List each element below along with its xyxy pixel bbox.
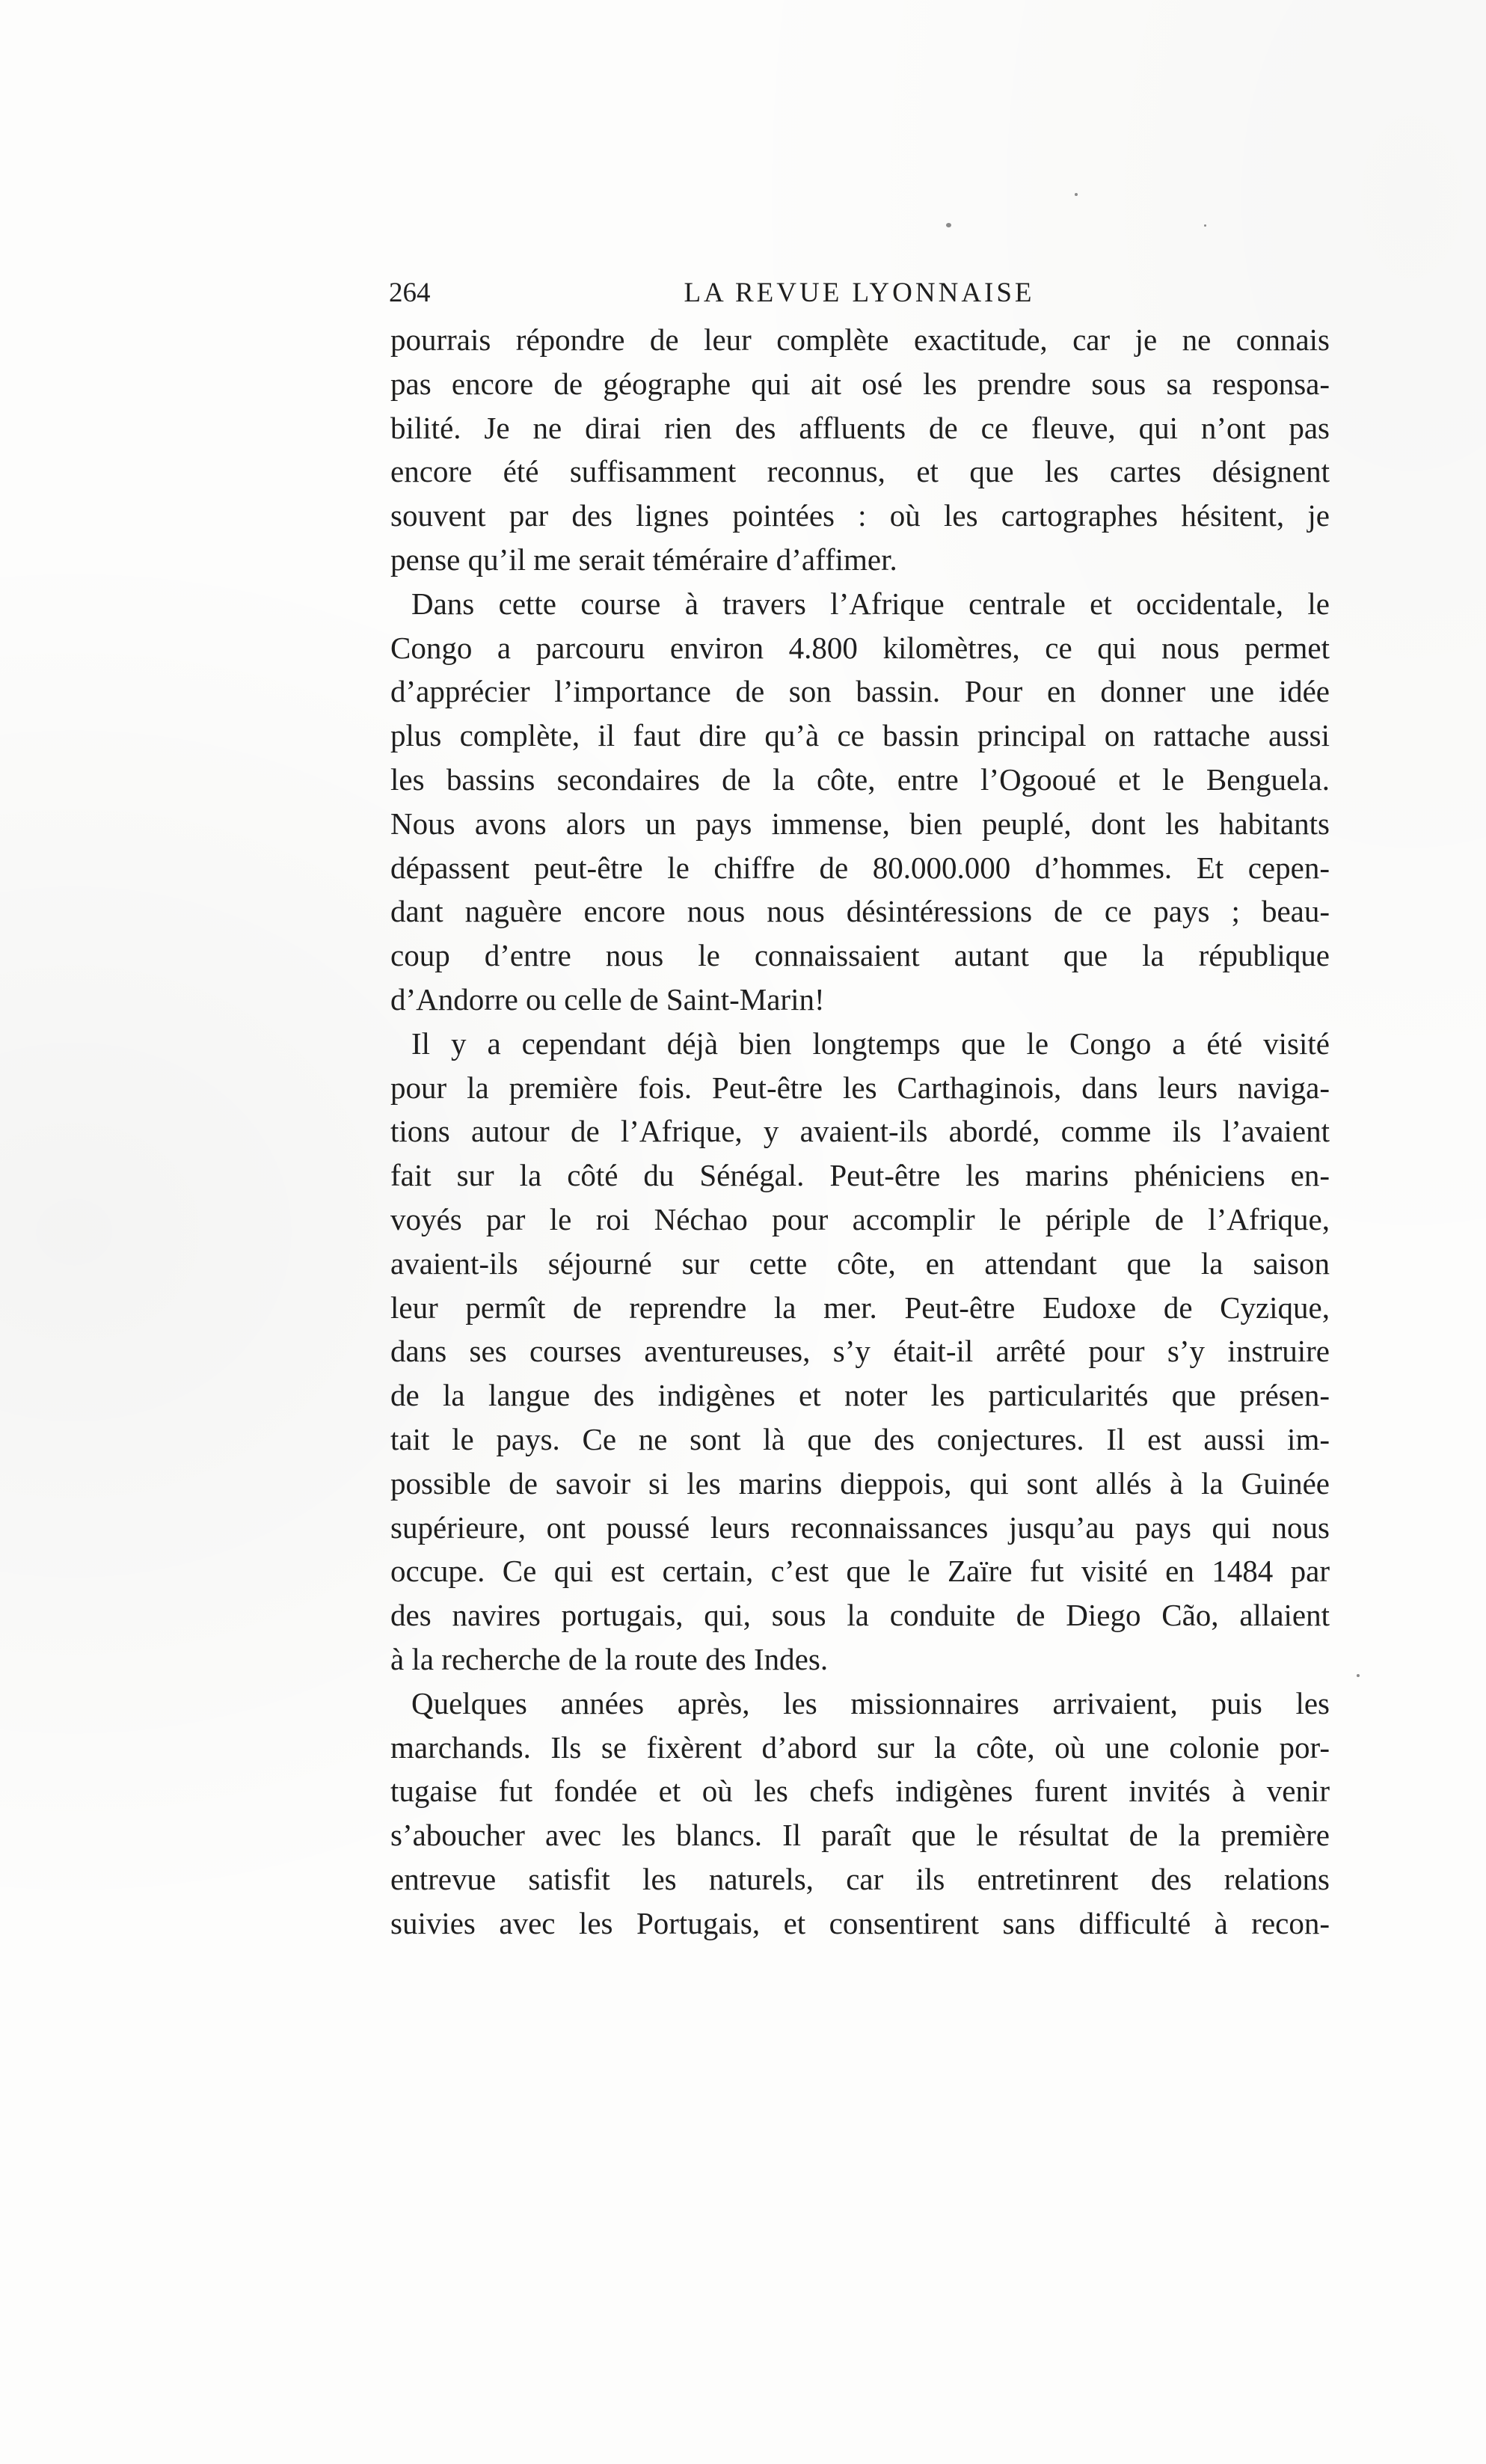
journal-title: LA REVUE LYONNAISE xyxy=(684,278,1035,308)
text-line: suivies avec les Portugais, et consentirent sans difficulté à recon- xyxy=(390,1905,1330,1940)
text-line: tait le pays. Ce ne sont là que des conjectures. Il est aussi im- xyxy=(390,1421,1330,1456)
text-line: pense qu’il me serait téméraire d’affimer. xyxy=(390,542,897,577)
text-line: avaient-ils séjourné sur cette côte, en attendant que la saison xyxy=(390,1245,1330,1281)
text-line: pourrais répondre de leur complète exactitude, car je ne connais xyxy=(390,322,1330,357)
text-line: plus complète, il faut dire qu’à ce bassin principal on rattache aussi xyxy=(390,718,1330,753)
text-line: supérieure, ont poussé leurs reconnaissances jusqu’au pays qui nous xyxy=(390,1510,1330,1545)
text-line: possible de savoir si les marins dieppois, qui sont allés à la Guinée xyxy=(390,1465,1330,1501)
text-line: pas encore de géographe qui ait osé les prendre sous sa responsa- xyxy=(390,366,1330,401)
text-line: Nous avons alors un pays immense, bien peuplé, dont les habitants xyxy=(390,806,1330,841)
running-head xyxy=(389,271,1330,316)
text-line: souvent par des lignes pointées : où les cartographes hésitent, je xyxy=(390,498,1330,533)
text-line: Dans cette course à travers l’Afrique centrale et occidentale, le xyxy=(411,586,1330,621)
ink-speck xyxy=(1204,224,1206,227)
text-line: fait sur la côté du Sénégal. Peut-être les marins phéniciens en- xyxy=(390,1158,1330,1193)
text-line: tugaise fut fondée et où les chefs indigènes furent invités à venir xyxy=(390,1774,1330,1809)
text-line: tions autour de l’Afrique, y avaient-ils abordé, comme ils l’avaient xyxy=(390,1114,1330,1149)
text-line: les bassins secondaires de la côte, entre l’Ogooué et le Benguela. xyxy=(390,761,1330,797)
paragraph-2 xyxy=(390,582,1330,1022)
text-line: encore été suffisamment reconnus, et que les cartes désignent xyxy=(390,454,1330,489)
text-line: Il y a cependant déjà bien longtemps que le Congo a été visité xyxy=(411,1026,1330,1061)
text-line: d’apprécier l’importance de son bassin. Pour en donner une idée xyxy=(390,674,1330,709)
paragraph-1 xyxy=(390,318,1330,582)
text-line: dépassent peut-être le chiffre de 80.000.000 d’hommes. Et cepen- xyxy=(390,850,1330,885)
text-line: marchands. Ils se fixèrent d’abord sur la côte, où une colonie por- xyxy=(390,1729,1330,1765)
text-line: bilité. Je ne dirai rien des affluents de ce fleuve, qui n’ont pas xyxy=(390,410,1330,445)
text-line: d’Andorre ou celle de Saint-Marin! xyxy=(390,981,825,1017)
text-line: voyés par le roi Néchao pour accomplir le périple de l’Afrique, xyxy=(390,1201,1330,1236)
text-line: leur permît de reprendre la mer. Peut-être Eudoxe de Cyzique, xyxy=(390,1290,1330,1325)
text-line: à la recherche de la route des Indes. xyxy=(390,1641,829,1676)
text-line: occupe. Ce qui est certain, c’est que le Zaïre fut visité en 1484 par xyxy=(390,1554,1330,1589)
ink-speck xyxy=(946,223,951,227)
ink-speck xyxy=(1075,193,1078,196)
paragraph-4 xyxy=(390,1682,1330,1946)
text-line: pour la première fois. Peut-être les Carthaginois, dans leurs naviga- xyxy=(390,1070,1330,1105)
article-body xyxy=(390,318,1330,1945)
text-line: Congo a parcouru environ 4.800 kilomètres, ce qui nous permet xyxy=(390,630,1330,665)
text-line: dant naguère encore nous nous désintéressions de ce pays ; beau- xyxy=(390,894,1330,929)
text-line: coup d’entre nous le connaissaient autant que la république xyxy=(390,938,1330,973)
text-line: entrevue satisfit les naturels, car ils entretinrent des relations xyxy=(390,1861,1330,1896)
text-line: Quelques années après, les missionnaires arrivaient, puis les xyxy=(411,1685,1330,1720)
page-number: 264 xyxy=(389,278,431,308)
text-line: de la langue des indigènes et noter les particularités que présen- xyxy=(390,1378,1330,1413)
text-line: dans ses courses aventureuses, s’y était-il arrêté pour s’y instruire xyxy=(390,1334,1330,1369)
text-line: s’aboucher avec les blancs. Il paraît que le résultat de la première xyxy=(390,1818,1330,1853)
paragraph-3 xyxy=(390,1022,1330,1682)
ink-speck xyxy=(1357,1674,1360,1677)
text-line: des navires portugais, qui, sous la conduite de Diego Cão, allaient xyxy=(390,1598,1330,1633)
